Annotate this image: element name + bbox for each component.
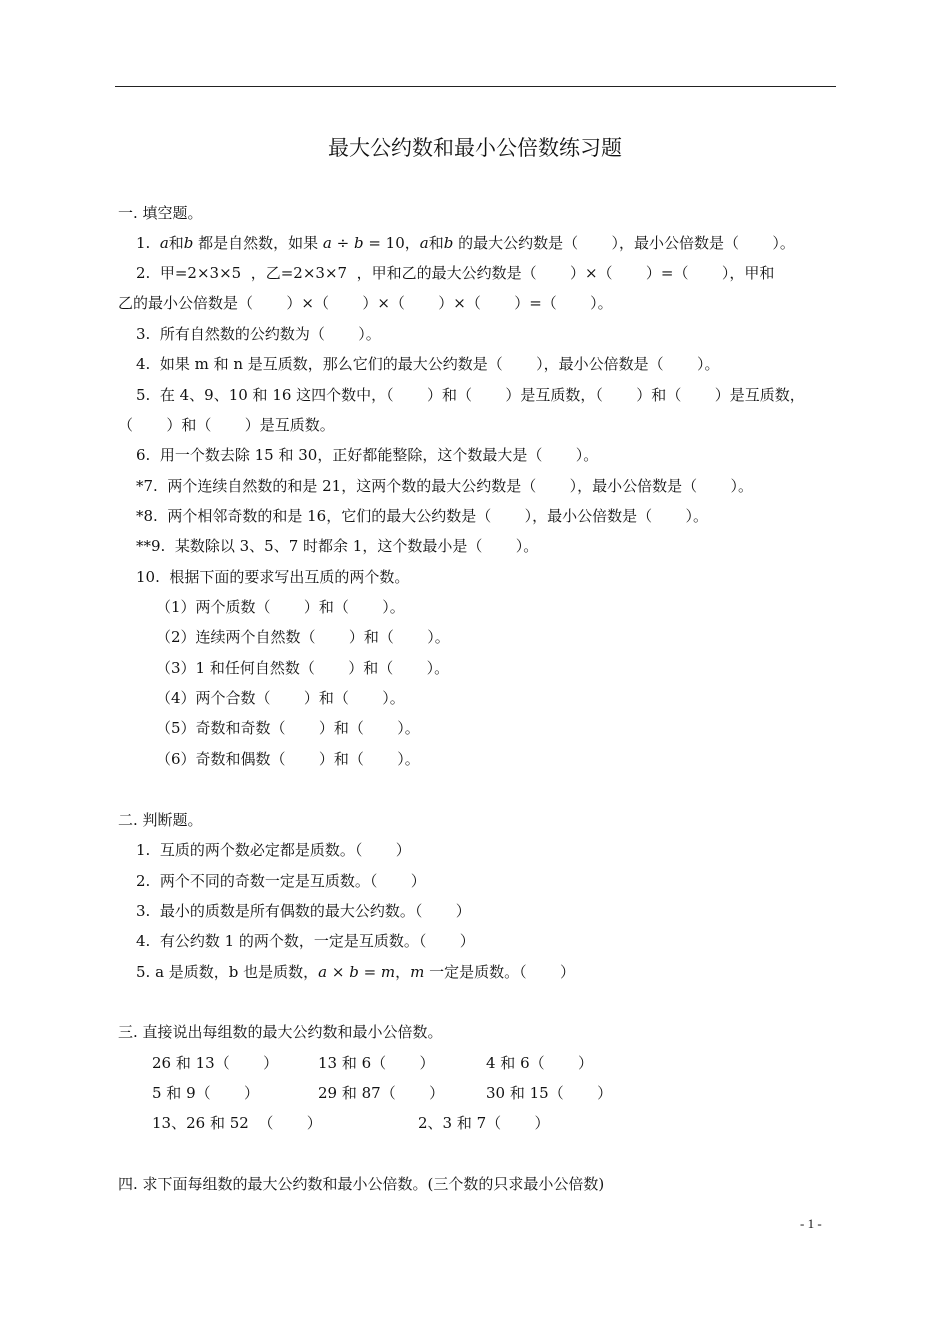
fill-item-6: 6. 用一个数去除 15 和 30，正好都能整除，这个数最大是（ ）。 xyxy=(136,446,599,464)
fill-item-10-5: （5）奇数和奇数（ ）和（ ）。 xyxy=(156,719,420,737)
fill-item-10-6: （6）奇数和偶数（ ）和（ ）。 xyxy=(156,750,420,768)
oral-item: 5 和 9（ ） xyxy=(152,1084,259,1102)
fill-item-5: 5. 在 4、9、10 和 16 这四个数中，（ ）和（ ）是互质数，（ ）和（ ）是互质数， xyxy=(136,386,805,404)
oral-item: 2、3 和 7（ ） xyxy=(418,1114,550,1132)
oral-item: 30 和 15（ ） xyxy=(486,1084,613,1102)
judge-item-4: 4. 有公约数 1 的两个数，一定是互质数。（ ） xyxy=(136,932,475,950)
section-1-heading: 一. 填空题。 xyxy=(118,204,203,222)
fill-item-9: **9. 某数除以 3、5、7 时都余 1，这个数最小是（ ）。 xyxy=(136,537,539,555)
section-3-heading: 三. 直接说出每组数的最大公约数和最小公倍数。 xyxy=(118,1023,443,1041)
fill-item-2: 2. 甲=2×3×5 ，乙=2×3×7 ，甲和乙的最大公约数是（ ）×（ ）=（ ），甲和 xyxy=(136,264,775,282)
oral-item: 29 和 87（ ） xyxy=(318,1084,445,1102)
oral-item: 13、26 和 52 （ ） xyxy=(152,1114,322,1132)
judge-item-1: 1. 互质的两个数必定都是质数。（ ） xyxy=(136,841,411,859)
fill-item-8: *8. 两个相邻奇数的和是 16，它们的最大公约数是（ ），最小公倍数是（ ）。 xyxy=(136,507,708,525)
oral-item: 4 和 6（ ） xyxy=(486,1054,593,1072)
fill-item-10-1: （1）两个质数（ ）和（ ）。 xyxy=(156,598,405,616)
fill-item-7: *7. 两个连续自然数的和是 21，这两个数的最大公约数是（ ），最小公倍数是（ ）。 xyxy=(136,477,753,495)
fill-item-2-cont: 乙的最小公倍数是（ ）×（ ）×（ ）×（ ）=（ ）。 xyxy=(118,294,613,312)
fill-item-3: 3. 所有自然数的公约数为（ ）。 xyxy=(136,325,381,343)
fill-item-10-3: （3）1 和任何自然数（ ）和（ ）。 xyxy=(156,659,450,677)
fill-item-10-2: （2）连续两个自然数（ ）和（ ）。 xyxy=(156,628,450,646)
judge-item-3: 3. 最小的质数是所有偶数的最大公约数。（ ） xyxy=(136,902,471,920)
section-4-heading: 四. 求下面每组数的最大公约数和最小公倍数。(三个数的只求最小公倍数) xyxy=(118,1175,605,1193)
fill-item-1: 1. 𝑎和𝑏 都是自然数，如果 𝑎 ÷ 𝑏 = 10，𝑎和𝑏 的最大公约数是（ ），最小公倍数是（ ）。 xyxy=(136,234,795,252)
fill-item-4: 4. 如果 m 和 n 是互质数，那么它们的最大公约数是（ ），最小公倍数是（ ）。 xyxy=(136,355,720,373)
page-number: - 1 - xyxy=(800,1216,822,1231)
fill-item-10-4: （4）两个合数（ ）和（ ）。 xyxy=(156,689,405,707)
oral-item: 26 和 13（ ） xyxy=(152,1054,279,1072)
judge-item-5: 5. a 是质数，b 也是质数，𝑎 × 𝑏 = 𝑚，𝑚 一定是质数。（ ） xyxy=(136,963,576,981)
judge-item-2: 2. 两个不同的奇数一定是互质数。（ ） xyxy=(136,872,426,890)
fill-item-5-cont: （ ）和（ ）是互质数。 xyxy=(118,416,335,434)
fill-item-10: 10. 根据下面的要求写出互质的两个数。 xyxy=(136,568,410,586)
page-title: 最大公约数和最小公倍数练习题 xyxy=(328,136,622,160)
header-rule xyxy=(115,86,836,87)
oral-item: 13 和 6（ ） xyxy=(318,1054,435,1072)
section-2-heading: 二. 判断题。 xyxy=(118,811,203,829)
